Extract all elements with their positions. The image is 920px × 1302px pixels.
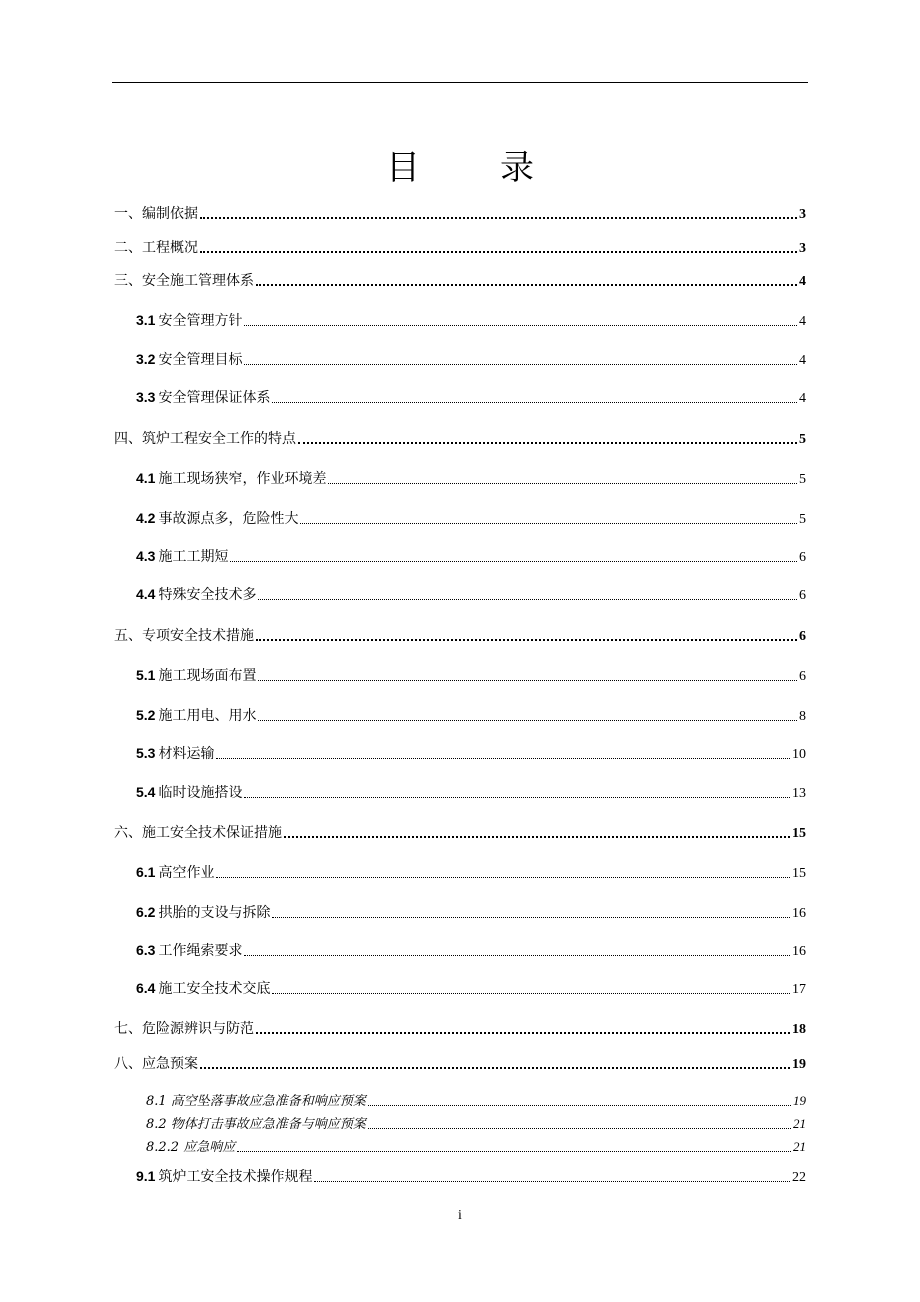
toc-entry-title: 8.1 高空坠落事故应急准备和响应预案 xyxy=(146,1094,366,1109)
toc-entry-page-number: 6 xyxy=(799,629,806,644)
toc-entry-page-number: 19 xyxy=(793,1093,806,1108)
toc-entry-page-number: 19 xyxy=(792,1057,806,1072)
toc-entry-page-number: 5 xyxy=(799,512,806,527)
toc-dot-leader xyxy=(300,508,797,528)
toc-entry-page-number: 15 xyxy=(792,866,806,881)
toc-dot-leader xyxy=(244,940,790,960)
toc-entry-title: 施工现场面布置 xyxy=(158,668,257,684)
toc-entry[interactable] xyxy=(136,782,806,802)
toc-dot-leader xyxy=(230,546,797,566)
toc-entry[interactable] xyxy=(146,1113,806,1132)
toc-entry-page-number: 21 xyxy=(793,1116,806,1131)
toc-entry-page-number: 6 xyxy=(799,588,806,603)
toc-entry-page-number: 8 xyxy=(799,709,806,724)
toc-entry-page-number: 16 xyxy=(792,944,806,959)
toc-dot-leader xyxy=(258,705,797,725)
toc-entry-title: 筑炉工安全技术操作规程 xyxy=(158,1169,313,1185)
toc-entry-number: 5.1 xyxy=(136,667,156,683)
toc-dot-leader xyxy=(272,387,797,407)
toc-dot-leader xyxy=(200,1053,790,1073)
toc-entry-page-number: 3 xyxy=(799,241,806,256)
toc-entry-number: 3.3 xyxy=(136,389,156,405)
toc-entry-title: 高空作业 xyxy=(158,865,215,881)
toc-entry-title: 临时设施搭设 xyxy=(158,785,243,801)
toc-entry-title: 材料运输 xyxy=(158,746,215,762)
toc-entry-page-number: 16 xyxy=(792,906,806,921)
toc-entry-title: 施工用电、用水 xyxy=(158,708,257,724)
toc-entry-page-number: 5 xyxy=(799,472,806,487)
toc-entry[interactable] xyxy=(146,1090,806,1109)
toc-dot-leader xyxy=(237,1136,791,1155)
toc-dot-leader xyxy=(256,625,797,645)
toc-entry-page-number: 6 xyxy=(799,550,806,565)
toc-entry[interactable] xyxy=(136,468,806,488)
toc-entry-title: 8.2 物体打击事故应急准备与响应预案 xyxy=(146,1117,366,1132)
toc-entry-page-number: 4 xyxy=(799,274,806,289)
toc-entry[interactable] xyxy=(136,902,806,922)
toc-entry-page-number: 4 xyxy=(799,314,806,329)
toc-entry-title: 六、施工安全技术保证措施 xyxy=(114,825,282,841)
toc-entry-title: 安全管理方针 xyxy=(158,313,243,329)
toc-entry-number: 6.3 xyxy=(136,942,156,958)
toc-entry-title: 三、安全施工管理体系 xyxy=(114,273,254,289)
toc-entry[interactable] xyxy=(136,862,806,882)
toc-entry-title: 特殊安全技术多 xyxy=(158,587,257,603)
toc-entry[interactable] xyxy=(136,508,806,528)
toc-dot-leader xyxy=(200,203,797,223)
toc-entry-title: 8.2.2 应急响应 xyxy=(146,1140,236,1155)
toc-entry[interactable] xyxy=(114,625,806,645)
toc-entry[interactable] xyxy=(136,940,806,960)
toc-dot-leader xyxy=(368,1113,791,1132)
toc-dot-leader xyxy=(244,782,790,802)
toc-entry-title: 施工安全技术交底 xyxy=(158,981,271,997)
toc-dot-leader xyxy=(368,1090,791,1109)
toc-entry-number: 9.1 xyxy=(136,1168,156,1184)
toc-entry[interactable] xyxy=(136,1166,806,1186)
toc-dot-leader xyxy=(314,1166,790,1186)
footer-page-number: i xyxy=(458,1208,462,1223)
toc-dot-leader xyxy=(244,349,797,369)
toc-entry[interactable] xyxy=(136,584,806,604)
toc-entry-number: 4.4 xyxy=(136,586,156,602)
toc-entry-page-number: 5 xyxy=(799,432,806,447)
toc-entry-page-number: 6 xyxy=(799,669,806,684)
toc-entry[interactable] xyxy=(136,310,806,330)
toc-dot-leader xyxy=(216,743,790,763)
toc-dot-leader xyxy=(272,902,790,922)
toc-entry-page-number: 18 xyxy=(792,1022,806,1037)
toc-entry-number: 6.2 xyxy=(136,904,156,920)
toc-entry-page-number: 4 xyxy=(799,353,806,368)
toc-entry-number: 4.1 xyxy=(136,470,156,486)
toc-entry-title: 七、危险源辨识与防范 xyxy=(114,1021,254,1037)
toc-entry-title: 施工工期短 xyxy=(158,549,229,565)
toc-entry[interactable] xyxy=(136,349,806,369)
toc-entry-title: 安全管理目标 xyxy=(158,352,243,368)
toc-entry[interactable] xyxy=(114,1053,806,1073)
toc-entry-number: 5.3 xyxy=(136,745,156,761)
toc-entry[interactable] xyxy=(114,203,806,223)
toc-entry[interactable] xyxy=(114,270,806,290)
toc-entry[interactable] xyxy=(136,978,806,998)
toc-entry-title: 五、专项安全技术措施 xyxy=(114,628,254,644)
toc-entry-title: 一、编制依据 xyxy=(114,206,198,222)
toc-entry-title: 四、筑炉工程安全工作的特点 xyxy=(114,431,296,447)
toc-dot-leader xyxy=(328,468,797,488)
toc-dot-leader xyxy=(258,584,797,604)
toc-entry[interactable] xyxy=(114,428,806,448)
toc-dot-leader xyxy=(244,310,797,330)
toc-entry-page-number: 22 xyxy=(792,1170,806,1185)
toc-entry-page-number: 3 xyxy=(799,207,806,222)
toc-entry-number: 6.1 xyxy=(136,864,156,880)
toc-dot-leader xyxy=(298,428,797,448)
toc-dot-leader xyxy=(258,665,797,685)
toc-entry-page-number: 15 xyxy=(792,826,806,841)
toc-dot-leader xyxy=(200,237,797,257)
toc-entry[interactable] xyxy=(136,705,806,725)
toc-entry-page-number: 21 xyxy=(793,1139,806,1154)
toc-entry-number: 5.2 xyxy=(136,707,156,723)
toc-entry-number: 6.4 xyxy=(136,980,156,996)
toc-entry[interactable] xyxy=(136,743,806,763)
toc-entry-title: 八、应急预案 xyxy=(114,1056,198,1072)
toc-entry[interactable] xyxy=(146,1136,806,1155)
toc-entry-page-number: 13 xyxy=(792,786,806,801)
toc-entry-number: 3.2 xyxy=(136,351,156,367)
toc-entry-title: 工作绳索要求 xyxy=(158,943,243,959)
toc-entry-title: 安全管理保证体系 xyxy=(158,390,271,406)
toc-dot-leader xyxy=(256,1018,790,1038)
toc-entry-number: 3.1 xyxy=(136,312,156,328)
title-char-2: 录 xyxy=(500,148,534,188)
title-char-1: 目 xyxy=(386,148,420,188)
toc-dot-leader xyxy=(284,822,790,842)
toc-entry-title: 事故源点多，危险性大 xyxy=(158,511,299,527)
toc-entry-page-number: 17 xyxy=(792,982,806,997)
toc-entry-page-number: 4 xyxy=(799,391,806,406)
toc-entry[interactable] xyxy=(136,546,806,566)
toc-entry-title: 施工现场狭窄，作业环境差 xyxy=(158,471,327,487)
toc-entry-title: 二、工程概况 xyxy=(114,240,198,256)
toc-entry-number: 4.2 xyxy=(136,510,156,526)
toc-entry[interactable] xyxy=(114,822,806,842)
toc-dot-leader xyxy=(272,978,790,998)
toc-entry-number: 4.3 xyxy=(136,548,156,564)
toc-entry-page-number: 10 xyxy=(792,747,806,762)
toc-dot-leader xyxy=(256,270,797,290)
toc-dot-leader xyxy=(216,862,790,882)
toc-entry-title: 拱胎的支设与拆除 xyxy=(158,905,271,921)
toc-entry[interactable] xyxy=(114,1018,806,1038)
toc-entry[interactable] xyxy=(136,387,806,407)
toc-entry[interactable] xyxy=(136,665,806,685)
toc-entry[interactable] xyxy=(114,237,806,257)
toc-entry-number: 5.4 xyxy=(136,784,156,800)
